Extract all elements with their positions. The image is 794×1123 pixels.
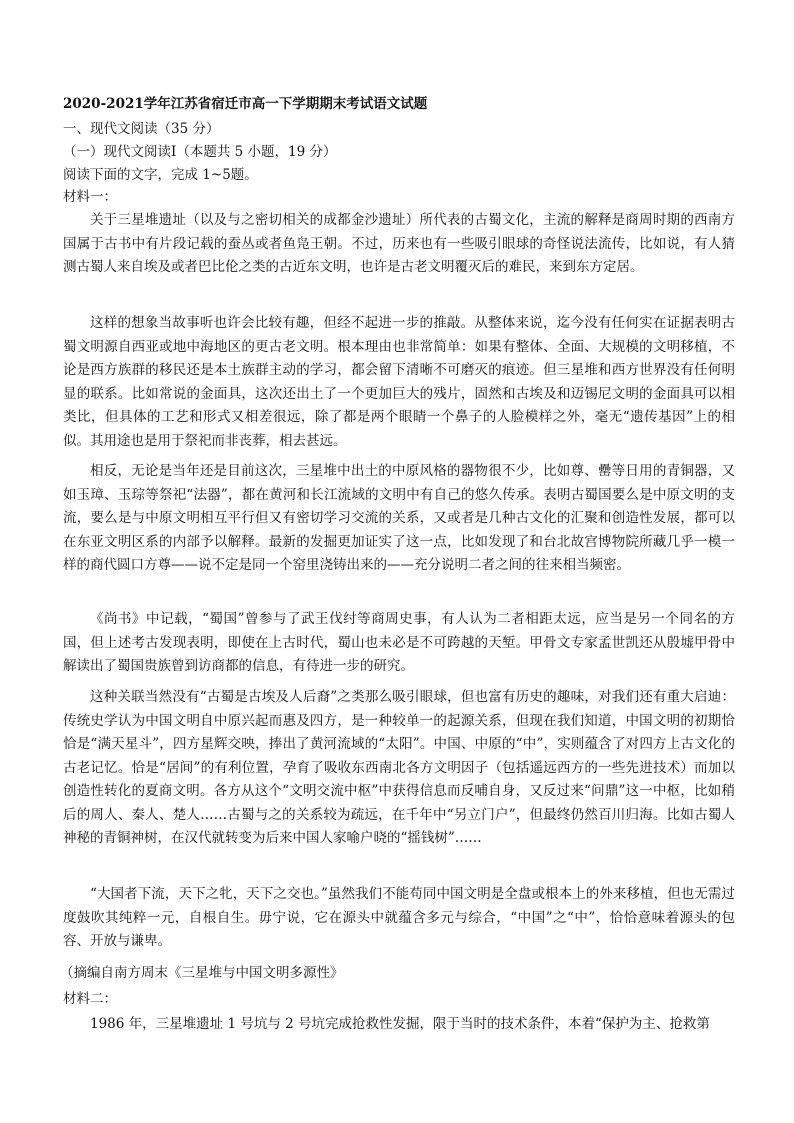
- material-1-label: 材料一：: [63, 189, 117, 205]
- paragraph-material-2: 1986 年，三星堆遗址 1 号坑与 2 号坑完成抢救性发掘，限于当时的技术条件，本着“保护为主、抢救第: [90, 1016, 710, 1032]
- paragraph-4: 《尚书》中记载，“蜀国”曾参与了武王伐纣等商周史事，有人认为二者相距太远，应当是另一个同名的方国，但上述考古发现表明，即使在上古时代，蜀山也未必是不可跨越的天堑。甲骨文专家孟世凯还从殷墟甲骨中解读出了蜀国贵族曾到访商都的信息，有待进一步的研究。: [63, 611, 735, 674]
- subsection-heading: （一）现代文阅读Ⅰ（本题共 5 小题，19 分）: [63, 144, 337, 160]
- section-heading: 一、现代文阅读（35 分）: [63, 121, 220, 137]
- document-title: 2020-2021学年江苏省宿迁市高一下学期期末考试语文试题: [63, 96, 428, 112]
- instruction-text: 阅读下面的文字，完成 1~5题。: [63, 167, 258, 183]
- paragraph-5: 这种关联当然没有“古蜀是古埃及人后裔”之类那么吸引眼球，但也富有历史的趣味，对我们还有重大启迪：传统史学认为中国文明自中原兴起而惠及四方，是一种较单一的起源关系，但现在我们知道，中国文明的初期恰恰是“满天星斗”，四方星辉交映，捧出了黄河流域的“太阳”。中国、中原的“中”，实则蕴含了对四方上古文化的古老记忆。恰是“居间”的有利位置，孕育了吸收东西南北各方文明因子（包括遥远西方的一些先进技术）而加以创造性转化的夏商文明。各方从这个“文明交流中枢”中获得信息而反哺自身，又反过来“问鼎”这一中枢，比如稍后的周人、秦人、楚人……古蜀与之的关系较为疏远，在千年中“另立门户”，但最终仍然百川归海。比如古蜀人神秘的青铜神树，在汉代就转变为后来中国人家喻户晓的“摇钱树”……: [63, 689, 735, 846]
- material-2-label: 材料二：: [63, 991, 117, 1007]
- paragraph-2: 这样的想象当故事听也许会比较有趣，但经不起进一步的推敲。从整体来说，迄今没有任何实在证据表明古蜀文明源自西亚或地中海地区的更古老文明。根本理由也非常简单：如果有整体、全面、大规模的文明移植，不论是西方族群的移民还是本土族群主动的学习，都会留下清晰不可磨灭的痕迹。但三星堆和西方世界没有任何明显的联系。比如常说的金面具，这次还出土了一个更加巨大的残片，固然和古埃及和迈锡尼文明的金面具可以相类比，但具体的工艺和形式又相差很远，除了都是两个眼睛一个鼻子的人脸模样之外，毫无“遗传基因”上的相似。其用途也是用于祭祀而非丧葬，相去甚远。: [63, 315, 735, 449]
- paragraph-1: 关于三星堆遗址（以及与之密切相关的成都金沙遗址）所代表的古蜀文化，主流的解释是商周时期的西南方国属于古书中有片段记载的蚕丛或者鱼凫王朝。不过，历来也有一些吸引眼球的奇怪说法流传，比如说，有人猜测古蜀人来自埃及或者巴比伦之类的古近东文明，也许是古老文明覆灭后的难民，来到东方定居。: [63, 212, 735, 275]
- paragraph-6: “大国者下流，天下之牝，天下之交也。”虽然我们不能苟同中国文明是全盘或根本上的外来移植，但也无需过度鼓吹其纯粹一元，自根自生。毋宁说，它在源头中就蕴含多元与综合，“中国”之“中”，恰恰意味着源头的包容、开放与谦卑。: [63, 886, 735, 949]
- paragraph-3: 相反，无论是当年还是目前这次，三星堆中出土的中原风格的器物很不少，比如尊、罍等日用的青铜器，又如玉璋、玉琮等祭祀“法器”，都在黄河和长江流域的文明中有自己的悠久传承。表明古蜀国要么是中原文明的支流，要么是与中原文明相互平行但又有密切学习交流的关系，又或者是几种古文化的汇聚和创造性发展，都可以在东亚文明区系的内部予以解释。最新的发掘更加证实了这一点，比如发现了和台北故宫博物院所藏几乎一模一样的商代圆口方尊——说不定是同一个窑里浇铸出来的——充分说明二者之间的往来相当频密。: [63, 463, 735, 573]
- source-note: （摘编自南方周末《三星堆与中国文明多源性》: [60, 965, 344, 981]
